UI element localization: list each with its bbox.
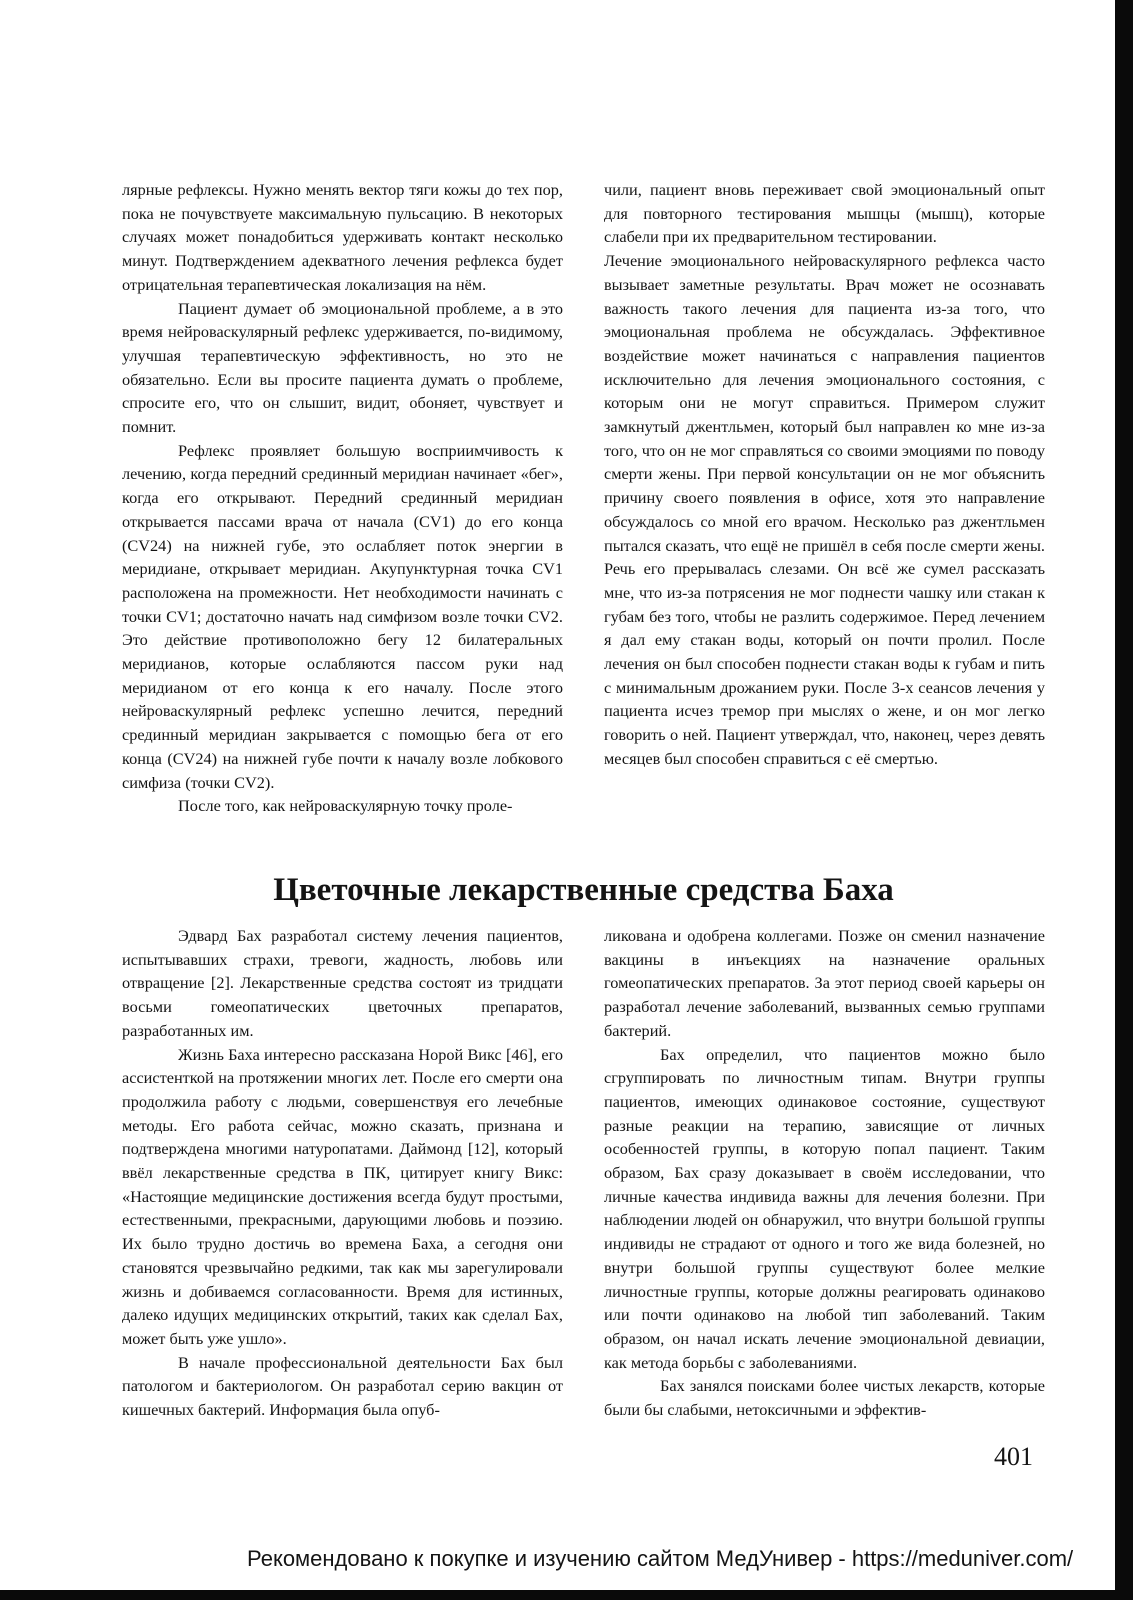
paragraph: Рефлекс проявляет большую восприимчивость к лечению, когда передний срединный меридиан начинает «бег», когда его открывают. Передний срединный меридиан открывается пассами врача от начала (CV1) до его конца (CV24) на нижней губе, это ослабляет поток энергии в меридиане, открывает меридиан. Акупунктурная точка CV1 расположена на промежности. Нет необходимости начинать с точки CV1; достаточно начать над симфизом возле точки CV2. Это действие противоположно бегу 12 билатеральных меридианов, которые ослабляются пассом руки над меридианом от его конца к его началу. После этого нейроваскулярный рефлекс успешно лечится, передний срединный меридиан закрывается с помощью бега от его конца (CV24) на нижней губе почти к началу возле лобкового симфиза (точки CV2). [122,440,563,792]
page-number: 401 [994,1442,1033,1471]
bottom-right-column [604,924,1045,1422]
section-title: Цветочные лекарственные средства Баха [273,872,894,908]
paragraph: чили, пациент вновь переживает свой эмоциональный опыт для повторного тестирования мышцы (мышц), которые слабели при их предварительном тестировании. [604,180,1045,247]
top-left-column [122,178,563,818]
scan-edge-right [1115,0,1133,1600]
scan-edge-bottom [0,1590,1133,1600]
paragraph: Бах определил, что пациентов можно было сгруппировать по личностным типам. Внутри группы пациентов, имеющих одинаковое состояние, существуют разные реакции на терапию, зависящие от личных особенностей группы, в которую попал пациент. Таким образом, Бах сразу доказывает в своём исследовании, что личные качества индивида важны для лечения болезни. При наблюдении людей он обнаружил, что внутри большой группы индивиды не страдают от одного и того же вида болезней, но внутри большой группы существуют более мелкие личностные группы, которые должны реагировать одинаково или почти одинаково на любой тип заболеваний. Таким образом, он начал искать лечение эмоциональной девиации, как метода борьбы с заболеваниями. [604,1044,1045,1372]
paragraph: лярные рефлексы. Нужно менять вектор тяги кожы до тех пор, пока не почувствуете максимальную пульсацию. В некоторых случаях может понадобиться удерживать контакт несколько минут. Подтверждением адекватного лечения рефлекса будет отрицательная терапевтическая локализация на нём. [122,180,563,294]
paragraph: ликована и одобрена коллегами. Позже он сменил назначение вакцины в инъекциях на назначение оральных гомеопатических препаратов. За этот период своей карьеры он разработал лечение заболеваний, вызванных семью группами бактерий. [604,926,1045,1040]
top-right-column [604,178,1045,771]
paragraph: Бах занялся поисками более чистых лекарств, которые были бы слабыми, нетоксичными и эффектив- [604,1376,1045,1420]
paragraph: Жизнь Баха интересно рассказана Норой Викс [46], его ассистенткой на протяжении многих лет. После его смерти она продолжила работу с людьми, совершенствуя его лечебные методы. Его работа сейчас, можно сказать, признана и подтверждена многими натуропатами. Даймонд [12], который ввёл лекарственные средства в ПК, цитирует книгу Викс: «Настоящие медицинские достижения всегда будут простыми, естественными, прекрасными, дарующими любовь и поэзию. Их было трудно достичь во времена Баха, а сегодня они становятся чрезвычайно редкими, так как мы зарегулировали жизнь и добиваемся согласованности. Время для истинных, далеко идущих медицинских открытий, таких как сделал Бах, может быть уже ушло». [122,1044,563,1348]
paragraph: В начале профессиональной деятельности Бах был патологом и бактериологом. Он разработал серию вакцин от кишечных бактерий. Информация была опуб- [122,1352,563,1420]
bottom-left-column [122,924,563,1422]
paragraph: Эдвард Бах разработал систему лечения пациентов, испытывавших страхи, тревоги, жадность, любовь или отвращение [2]. Лекарственные средства состоят из тридцати восьми гомеопатических цветочных препаратов, разработанных им. [122,926,563,1040]
paragraph: Пациент думает об эмоциональной проблеме, а в это время нейроваскулярный рефлекс удерживается, по-видимому, улучшая терапевтическую эффективность, но это не обязательно. Если вы просите пациента думать о проблеме, спросите его, что он слышит, видит, обоняет, чувствует и помнит. [122,298,563,437]
paragraph: После того, как нейроваскулярную точку проле- [178,796,513,816]
footer-watermark: Рекомендовано к покупке и изучению сайтом МедУнивер - https://meduniver.com/ [247,1546,1074,1571]
paragraph: Лечение эмоционального нейроваскулярного рефлекса часто вызывает заметные результаты. Врач может не осознавать важность такого лечения для пациента из-за того, что эмоциональная проблема не обсуждалась. Эффективное воздействие может начинаться с направления пациентов исключительно для лечения эмоционального состояния, с которым они не могут справиться. Примером служит замкнутый джентльмен, который был направлен ко мне из-за того, что он не мог справляться со своими эмоциями по поводу смерти жены. При первой консультации он не мог объяснить причину своего появления в офисе, хотя это направление обсуждалось со мной его врачом. Несколько раз джентльмен пытался сказать, что ещё не пришёл в себя после смерти жены. Речь его прерывалась слезами. Он всё же сумел рассказать мне, что из-за потрясения не мог поднести чашку или стакан к губам без того, чтобы не разлить содержимое. Перед лечением я дал ему стакан воды, который он почти пролил. После лечения он был способен поднести стакан воды к губам и пить с минимальным дрожанием руки. После 3-х сеансов лечения у пациента исчез тремор при мыслях о жене, и он мог легко говорить о ней. Пациент утверждал, что, наконец, через девять месяцев был способен справиться с её смертью. [604,251,1045,768]
